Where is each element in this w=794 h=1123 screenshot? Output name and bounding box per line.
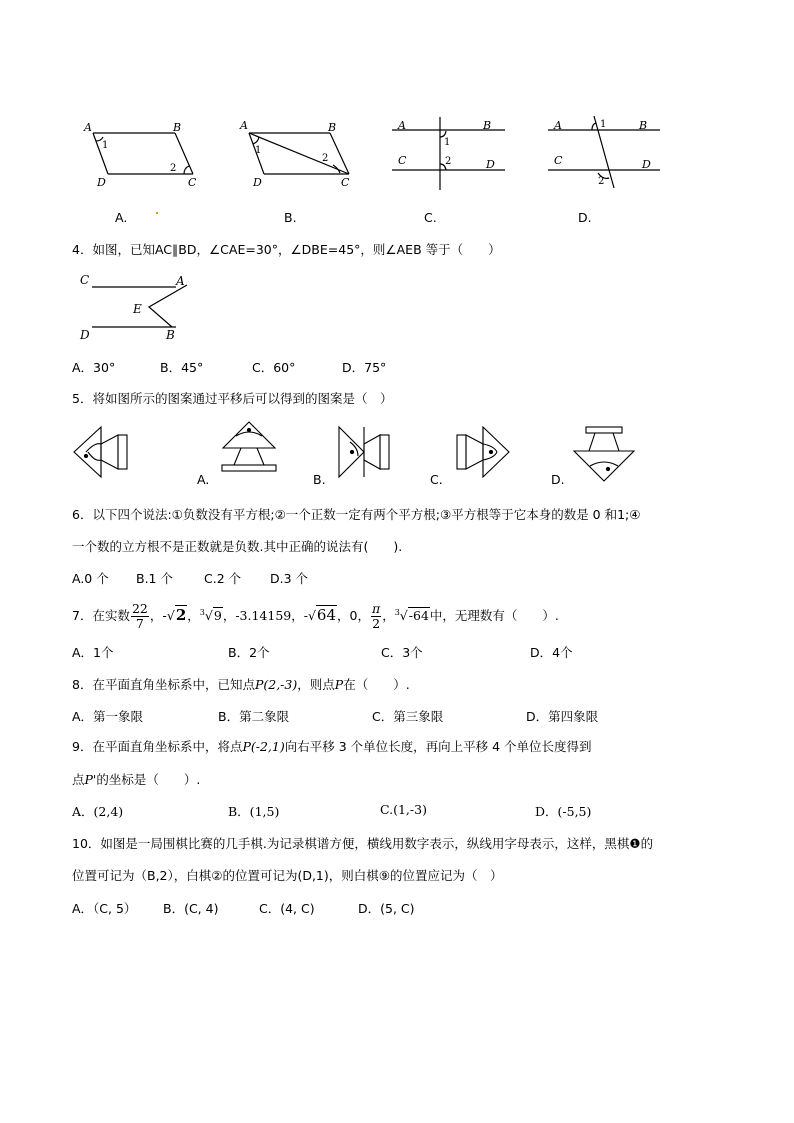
q9-option-c[interactable]: C.(1,-3) — [380, 802, 427, 817]
q3-b-label-B: B — [328, 121, 337, 134]
q9-option-b[interactable]: B．(1,5) — [228, 804, 280, 819]
q6-option-b[interactable]: B.1 个 — [136, 571, 173, 586]
q3-option-a[interactable]: A. — [115, 210, 128, 225]
q3-a-label-D: D — [97, 176, 106, 189]
q9-option-d[interactable]: D．(-5,5) — [535, 804, 592, 819]
q3-d-label-C: C — [554, 154, 563, 167]
q6-option-a[interactable]: A.0 个 — [72, 571, 109, 586]
q4-option-a[interactable]: A．30° — [72, 360, 116, 375]
q7-fraction-pi-2: $\frac{\pi}{2}$ — [371, 601, 381, 632]
q7-option-a[interactable]: A．1个 — [72, 645, 114, 660]
q3-d-label-2: 2 — [598, 176, 605, 187]
q3-option-d[interactable]: D. — [578, 210, 592, 225]
q5-original-pattern — [74, 427, 127, 477]
q3-b-label-D: D — [253, 176, 262, 189]
q7-sqrt-64: √64 — [307, 606, 337, 625]
q4-label-E: E — [133, 302, 142, 316]
q3-d-label-1: 1 — [600, 119, 607, 130]
q5-option-b-pattern — [339, 427, 389, 477]
q3-b-label-2: 2 — [322, 153, 329, 164]
q3-a-label-2: 2 — [170, 163, 177, 174]
q3-a-label-C: C — [188, 176, 197, 189]
q10-question-line2: 位置可记为（B,2），白棋②的位置可记为(D,1)，则白棋⑨的位置应记为（ ） — [72, 868, 503, 883]
q7-sqrt-2: √2 — [166, 606, 187, 625]
q4-label-C: C — [80, 273, 90, 287]
q3-c-label-C: C — [398, 154, 407, 167]
q8-option-d[interactable]: D．第四象限 — [526, 709, 599, 724]
q3-b-label-1: 1 — [255, 145, 262, 156]
q3-a-label-A: A — [84, 121, 92, 134]
q7-fraction-22-7: $\frac{22}{7}$ — [131, 601, 148, 632]
q9-option-a[interactable]: A．(2,4) — [72, 804, 124, 819]
q5-option-a[interactable]: A. — [197, 472, 210, 487]
q3-c-label-1: 1 — [444, 137, 451, 148]
q8-point: P(2,-3) — [254, 677, 298, 692]
q3-a-label-1: 1 — [102, 140, 109, 151]
q5-option-c-pattern — [457, 427, 509, 477]
q9-point: P(-2,1) — [242, 739, 285, 754]
q5-option-d-pattern — [574, 427, 634, 481]
q7-cbrt-9: $^3$√9 — [199, 608, 222, 624]
q8-point-p: P — [334, 677, 344, 692]
q7-prefix: 7．在实数 — [72, 608, 130, 624]
q4-option-b[interactable]: B．45° — [160, 360, 204, 375]
q8-option-a[interactable]: A．第一象限 — [72, 709, 144, 724]
q3-a-label-B: B — [173, 121, 182, 134]
q5-question: 5．将如图所示的图案通过平移后可以得到的图案是（ ） — [72, 391, 393, 406]
q7-question: 7．在实数 $\frac{22}{7}$ ，-√2，$^3$√9，-3.14159，-√64，0， $\frac{\pi}{2}$ ，$^3$√-64中，无理数有（ ）. — [72, 601, 559, 632]
q4-option-c[interactable]: C．60° — [252, 360, 296, 375]
q5-option-a-pattern — [222, 422, 276, 471]
q9-point-p-prime: P' — [84, 772, 97, 787]
q10-option-b[interactable]: B．(C, 4) — [163, 901, 219, 916]
q4-label-A: A — [176, 274, 185, 288]
q3-c-label-2: 2 — [445, 156, 452, 167]
q8-option-c[interactable]: C．第三象限 — [372, 709, 444, 724]
q7-option-b[interactable]: B．2个 — [228, 645, 270, 660]
q4-label-B: B — [166, 328, 175, 342]
q3-c-label-A: A — [398, 119, 406, 132]
q4-option-d[interactable]: D．75° — [342, 360, 387, 375]
q4-label-D: D — [80, 328, 90, 342]
q3-b-label-A: A — [240, 119, 248, 132]
q3-c-label-B: B — [483, 119, 492, 132]
q10-option-d[interactable]: D．(5, C) — [358, 901, 415, 916]
q6-question-line2: 一个数的立方根不是正数就是负数.其中正确的说法有( ). — [72, 539, 403, 554]
q8-question: 8．在平面直角坐标系中，已知点P(2,-3)，则点P在（ ）. — [72, 677, 410, 692]
q3-d-label-B: B — [639, 119, 648, 132]
q3-option-c[interactable]: C. — [424, 210, 437, 225]
q9-question-line2: 点P'的坐标是（ ）. — [72, 772, 201, 787]
q3-d-label-D: D — [642, 158, 651, 171]
q10-question-line1: 10．如图是一局围棋比赛的几手棋.为记录棋谱方便，横线用数字表示，纵线用字母表示，这样，黑棋❶的 — [72, 836, 654, 851]
q9-question-line1: 9．在平面直角坐标系中，将点P(-2,1)向右平移 3 个单位长度，再向上平移 4 个单位长度得到 — [72, 739, 592, 754]
q7-option-d[interactable]: D．4个 — [530, 645, 573, 660]
q10-option-a[interactable]: A．（C, 5） — [72, 901, 137, 916]
q3-b-label-C: C — [341, 176, 350, 189]
q8-option-b[interactable]: B．第二象限 — [218, 709, 290, 724]
q7-option-c[interactable]: C．3个 — [381, 645, 423, 660]
q3-d-label-A: A — [554, 119, 562, 132]
q6-option-d[interactable]: D.3 个 — [270, 571, 309, 586]
q10-option-c[interactable]: C．(4, C) — [259, 901, 315, 916]
q3-option-b[interactable]: B. — [284, 210, 297, 225]
q3-c-label-D: D — [486, 158, 495, 171]
q5-option-c[interactable]: C. — [430, 472, 443, 487]
q5-option-d[interactable]: D. — [551, 472, 565, 487]
q7-cbrt-neg64: $^3$√-64 — [394, 608, 429, 624]
q6-option-c[interactable]: C.2 个 — [204, 571, 242, 586]
q6-question-line1: 6．以下四个说法:①负数没有平方根;②一个正数一定有两个平方根;③平方根等于它本身的数是 0 和1;④ — [72, 507, 641, 522]
q5-option-b[interactable]: B. — [313, 472, 326, 487]
q4-question: 4．如图，已知AC∥BD，∠CAE=30°，∠DBE=45°，则∠AEB 等于（ ） — [72, 242, 501, 257]
